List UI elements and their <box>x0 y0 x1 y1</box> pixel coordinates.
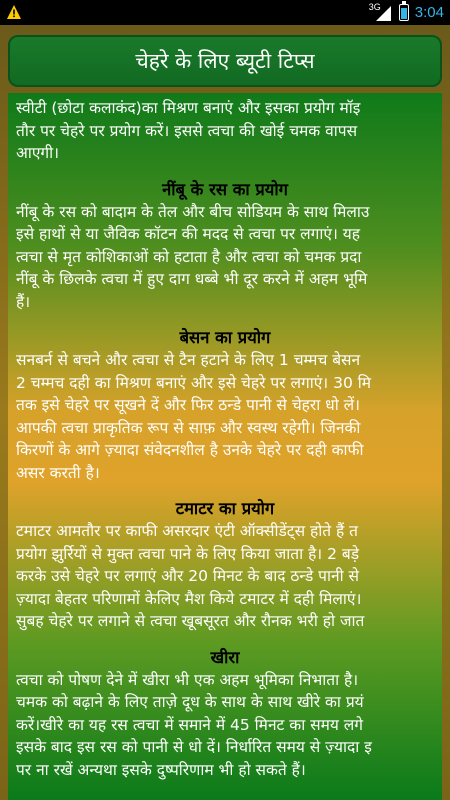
section-line: किरणों के आगे ज़्यादा संवेदनशील है उनके चेहरे पर दही काफी <box>16 441 364 459</box>
section-line: ज़्यादा बेहतर परिणामों केलिए मैश किये टमाटर में दही मिलाएं। <box>16 589 362 608</box>
network-type: 3G <box>368 1 381 12</box>
app-frame <box>0 25 450 800</box>
page-title: चेहरे के लिए ब्यूटी टिप्स <box>135 49 315 73</box>
section-line: प्रयोग झुर्रियों से मुक्त त्वचा पाने के लिए किया जाता है। 2 बड़े <box>16 544 360 563</box>
title-bar <box>8 35 442 87</box>
section-heading-lemon: नींबू के रस का प्रयोग <box>162 179 288 199</box>
section-line: आपकी त्वचा प्राकृतिक रूप से साफ़ और स्वस्थ रहेगी। जिनकी <box>16 418 361 437</box>
section-line: करके उसे चेहरे पर लगाएं और 20 मिनट के बाद ठन्डे पानी से <box>16 567 359 585</box>
section-line: करें।खीरे का यह रस त्वचा में समाने में 45 मिनट का समय लगे <box>16 715 364 734</box>
section-heading-cucumber: खीरा <box>210 647 240 667</box>
intro-line: स्वीटी (छोटा कलाकंद)का मिश्रण बनाएं और इसका प्रयोग मॉइ <box>16 99 361 117</box>
article-content[interactable] <box>8 93 442 800</box>
intro-line: तौर पर चेहरे पर प्रयोग करें। इससे त्वचा की खोई चमक वापस <box>16 121 358 140</box>
section-line: सुबह चेहरे पर लगाने से त्वचा खूबसूरत और रौनक भरी हो जात <box>16 612 365 630</box>
section-line: हैं। <box>16 292 31 311</box>
section-line: सनबर्न से बचने और त्वचा से टैन हटाने के लिए 1 चम्मच बेसन <box>16 351 361 369</box>
section-line: नींबू के छिलके त्वचा में हुए दाग धब्बे भी दूर करने में अहम भूमि <box>16 270 368 288</box>
section-line: तक इसे चेहरे पर सूखने दें और फिर ठन्डे पानी से चेहरा धो लें। <box>16 396 361 414</box>
section-line: पर ना रखें अन्यथा इसके दुष्परिणाम भी हो सकते हैं। <box>16 760 306 779</box>
section-line: त्वचा को पोषण देने में खीरा भी एक अहम भूमिका निभाता है। <box>16 670 359 689</box>
section-line: असर करती है। <box>16 463 100 482</box>
section-heading-besan: बेसन का प्रयोग <box>179 328 271 347</box>
section-line: 2 चम्मच दही का मिश्रण बनाएं और इसे चेहरे पर लगाएं। 30 मि <box>16 373 372 392</box>
section-line: त्वचा से मृत कोशिकाओं को हटाता है और त्वचा को चमक प्रदा <box>16 247 362 266</box>
section-heading-tomato: टमाटर का प्रयोग <box>175 499 275 518</box>
section-line: इसके बाद इस रस को पानी से धो दें। निर्धारित समय से ज़्यादा इ <box>16 738 372 756</box>
intro-line: आएगी। <box>16 144 60 162</box>
section-line: नींबू के रस को बादाम के तेल और बीच सोडियम के साथ मिलाउ <box>16 202 370 221</box>
warning-icon <box>6 4 22 20</box>
signal-icon <box>368 1 393 22</box>
section-line: चमक को बढ़ाने के लिए ताज़े दूध के साथ के साथ खीरे का प्रयं <box>16 693 364 711</box>
section-line: टमाटर आमतौर पर काफी असरदार एंटी ऑक्सीडेंट्स होते हैं त <box>16 522 358 540</box>
section-line: इसे हाथों से या जैविक कॉटन की मदद से त्वचा पर लगाएं। यह <box>16 225 360 243</box>
status-bar <box>0 0 450 25</box>
battery-icon <box>399 4 409 21</box>
clock: 3:04 <box>414 4 444 21</box>
